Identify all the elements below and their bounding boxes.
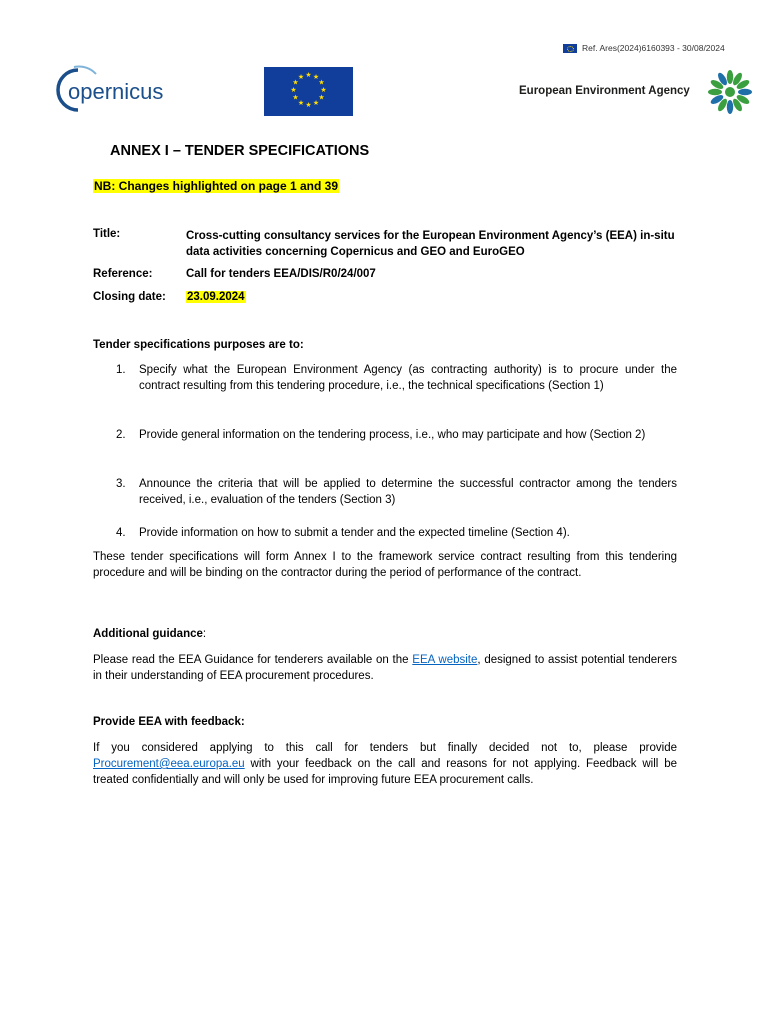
feedback-paragraph [93, 740, 677, 788]
list-item-text: Provide general information on the tendering process, i.e., who may participate and how (Section 2) [139, 429, 646, 441]
guidance-paragraph [93, 652, 677, 684]
list-item-number: 4. [116, 527, 126, 539]
svg-text:★: ★ [290, 86, 297, 94]
svg-text:★: ★ [320, 86, 327, 94]
closing-date-highlight: 23.09.2024 [187, 291, 245, 303]
changes-note: NB: Changes highlighted on page 1 and 39 [94, 179, 339, 193]
eea-logo-icon [706, 68, 754, 116]
list-item-number: 2. [116, 429, 126, 441]
eu-flag-small-icon [563, 44, 577, 53]
ares-reference-text: Ref. Ares(2024)6160393 - 30/08/2024 [582, 43, 725, 53]
purposes-heading: Tender specifications purposes are to: [93, 339, 304, 351]
list-item-number: 1. [116, 364, 126, 376]
title-value: Cross-cutting consultancy services for the European Environment Agency’s (EEA) in-situ data activities concerning Copernicus and GEO and EuroGEO [186, 230, 675, 258]
svg-text:★: ★ [318, 78, 325, 87]
svg-text:★: ★ [312, 73, 320, 81]
closing-date-value [186, 291, 246, 303]
closing-date-label: Closing date: [93, 291, 166, 303]
svg-text:★: ★ [297, 73, 305, 81]
ares-reference [563, 43, 725, 53]
annex-paragraph: These tender specifications will form Annex I to the framework service contract resulting from this tendering procedure and will be binding on the contractor during the period of performance of the contract. [93, 551, 677, 579]
reference-label: Reference: [93, 268, 153, 280]
svg-text:★: ★ [297, 99, 305, 107]
list-item-text: Specify what the European Environment Agency (as contracting authority) is to procure under the contract resulting from this tendering procedure, i.e., the technical specifications (Section 1) [139, 364, 677, 392]
reference-value: Call for tenders EEA/DIS/R0/24/007 [186, 268, 376, 280]
list-item [93, 476, 677, 508]
guidance-heading-colon: : [202, 628, 207, 640]
list-item-text: Provide information on how to submit a tender and the expected timeline (Section 4). [139, 527, 570, 539]
feedback-heading: Provide EEA with feedback: [93, 716, 245, 728]
list-item-text: Announce the criteria that will be applied to determine the successful contractor among the tenders received, i.e., evaluation of the tenders (Section 3) [139, 478, 677, 506]
feedback-text-after: with your feedback on the call and reasons for not applying. Feedback will be treated confidentially and will only be used for improving future EEA procurement calls. [93, 758, 677, 786]
copernicus-logo [56, 64, 196, 116]
eea-website-link[interactable]: EEA website [412, 654, 478, 666]
list-item-number: 3. [116, 478, 126, 490]
guidance-heading [93, 628, 206, 640]
svg-text:★: ★ [318, 93, 325, 102]
guidance-heading-text: Additional guidance [93, 628, 203, 640]
annex-title: ANNEX I – TENDER SPECIFICATIONS [110, 143, 370, 159]
copernicus-logo-text: opernicus [68, 79, 164, 104]
eu-flag-icon [264, 67, 353, 116]
svg-text:★: ★ [305, 71, 312, 79]
guidance-text-before: Please read the EEA Guidance for tenderers available on the [93, 654, 413, 666]
eea-agency-name: European Environment Agency [519, 85, 690, 97]
title-label: Title: [93, 228, 121, 240]
procurement-email-link[interactable]: Procurement@eea.europa.eu [93, 758, 245, 770]
list-item [93, 427, 677, 443]
svg-text:★: ★ [292, 78, 299, 87]
feedback-text-before: If you considered applying to this call for tenders but finally decided not to, please provide [93, 742, 677, 754]
list-item [93, 525, 677, 541]
svg-text:★: ★ [312, 99, 320, 107]
list-item [93, 362, 677, 394]
guidance-text-after: , designed to assist potential tenderers in their understanding of EEA procurement procedures. [93, 654, 677, 682]
svg-text:★: ★ [305, 101, 312, 109]
svg-text:★: ★ [292, 93, 299, 102]
